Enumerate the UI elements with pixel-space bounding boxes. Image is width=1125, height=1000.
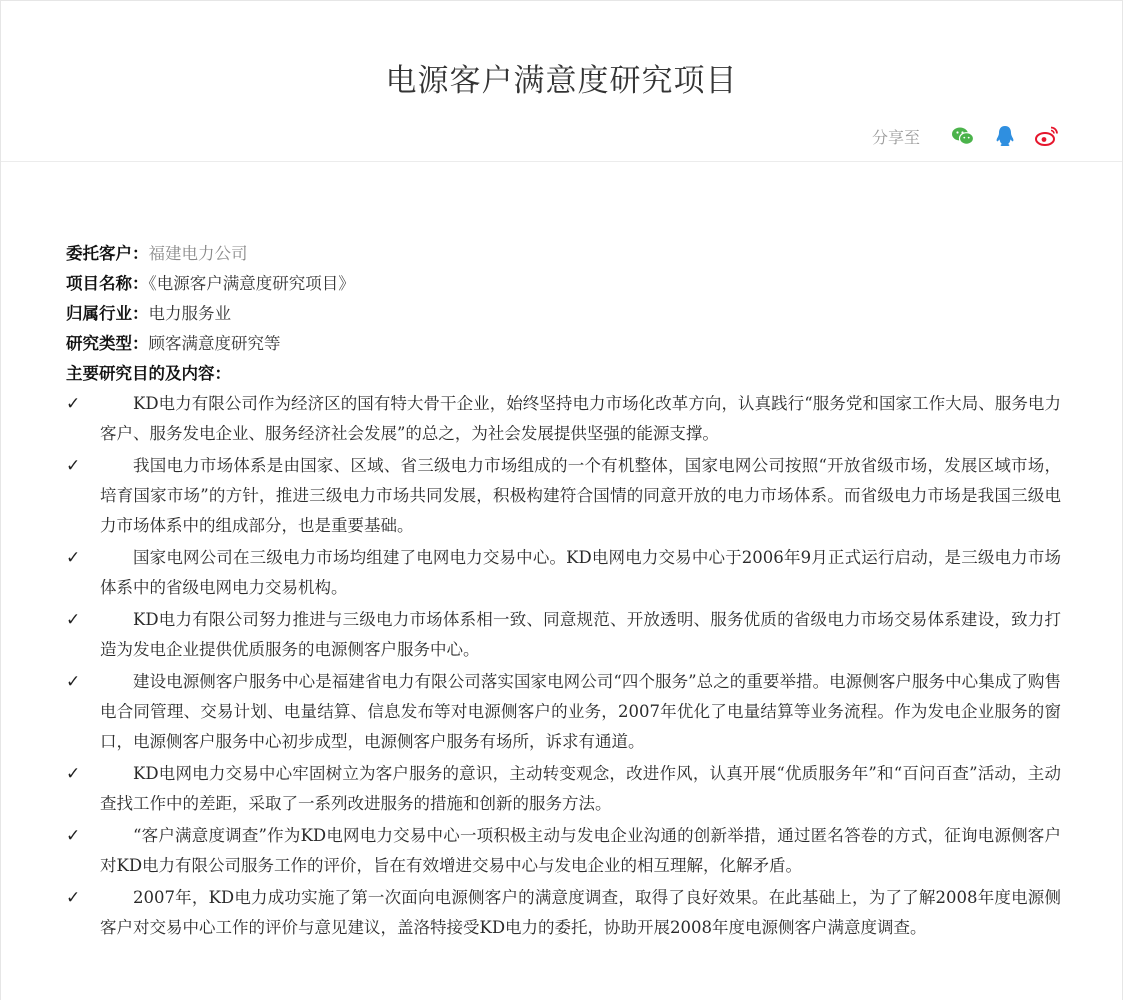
research-type-value: 顾客满意度研究等 xyxy=(148,334,281,353)
article-header xyxy=(1,1,1122,162)
list-item-text: 2007年，KD电力成功实施了第一次面向电源侧客户的满意度调查，取得了良好效果。在此基础上，为了了解2008年度电源侧客户对交易中心工作的评价与意见建议，盖洛特接受KD电力的委托，协助开展2008年度电源侧客户满意度调查。 xyxy=(100,888,1061,937)
list-item xyxy=(66,543,1061,603)
industry-value: 电力服务业 xyxy=(148,304,231,323)
page-title: 电源客户满意度研究项目 xyxy=(385,63,738,99)
check-icon: ✓ xyxy=(66,610,81,630)
share-bar xyxy=(872,123,1060,149)
list-item-text: KD电力有限公司努力推进与三级电力市场体系相一致、同意规范、开放透明、服务优质的省级电力市场交易体系建设，致力打造为发电企业提供优质服务的电源侧客户服务中心。 xyxy=(100,610,1061,659)
check-icon: ✓ xyxy=(66,826,81,846)
check-icon: ✓ xyxy=(66,394,81,414)
weibo-icon[interactable] xyxy=(1034,123,1060,149)
list-item-text: KD电网电力交易中心牢固树立为客户服务的意识，主动转变观念，改进作风，认真开展“优质服务年”和“百问百查”活动，主动查找工作中的差距，采取了一系列改进服务的措施和创新的服务方法。 xyxy=(100,764,1061,813)
check-icon: ✓ xyxy=(66,548,81,568)
client-value: 福建电力公司 xyxy=(148,244,248,263)
list-item xyxy=(66,883,1061,943)
list-item xyxy=(66,667,1061,757)
list-item-text: 建设电源侧客户服务中心是福建省电力有限公司落实国家电网公司“四个服务”总之的重要举措。电源侧客户服务中心集成了购售电合同管理、交易计划、电量结算、信息发布等对电源侧客户的业务，2007年优化了电量结算等业务流程。作为发电企业服务的窗口，电源侧客户服务中心初步成型，电源侧客户服务有场所，诉求有通道。 xyxy=(100,672,1061,751)
research-type-label: 研究类型： xyxy=(66,334,149,353)
section-heading: 主要研究目的及内容： xyxy=(66,364,231,383)
research-type-row xyxy=(66,329,1061,359)
client-row xyxy=(66,239,1061,269)
client-label: 委托客户： xyxy=(66,244,149,263)
check-icon: ✓ xyxy=(66,764,81,784)
list-item xyxy=(66,759,1061,819)
check-icon: ✓ xyxy=(66,888,81,908)
check-icon: ✓ xyxy=(66,456,81,476)
project-label: 项目名称： xyxy=(66,274,149,293)
list-item xyxy=(66,605,1061,665)
project-row xyxy=(66,269,1061,299)
check-icon: ✓ xyxy=(66,672,81,692)
list-item-text: 我国电力市场体系是由国家、区域、省三级电力市场组成的一个有机整体，国家电网公司按照“开放省级市场，发展区域市场，培育国家市场”的方针，推进三级电力市场共同发展，积极构建符合国情的同意开放的电力市场体系。而省级电力市场是我国三级电力市场体系中的组成部分，也是重要基础。 xyxy=(100,456,1061,535)
project-value: 《电源客户满意度研究项目》 xyxy=(148,274,355,293)
list-item-text: “客户满意度调查”作为KD电网电力交易中心一项积极主动与发电企业沟通的创新举措，通过匿名答卷的方式，征询电源侧客户对KD电力有限公司服务工作的评价，旨在有效增进交易中心与发电企业的相互理解，化解矛盾。 xyxy=(100,826,1061,875)
list-item xyxy=(66,821,1061,881)
list-item-text: 国家电网公司在三级电力市场均组建了电网电力交易中心。KD电网电力交易中心于2006年9月正式运行启动，是三级电力市场体系中的省级电网电力交易机构。 xyxy=(100,548,1061,597)
objectives-list xyxy=(66,389,1061,943)
list-item xyxy=(66,451,1061,541)
list-item-text: KD电力有限公司作为经济区的国有特大骨干企业，始终坚持电力市场化改革方向，认真践行“服务党和国家工作大局、服务电力客户、服务发电企业、服务经济社会发展”的总之，为社会发展提供坚强的能源支撑。 xyxy=(100,394,1061,443)
wechat-icon[interactable] xyxy=(950,123,976,149)
industry-label: 归属行业： xyxy=(66,304,149,323)
list-item xyxy=(66,389,1061,449)
share-label: 分享至 xyxy=(871,127,920,147)
qq-icon[interactable] xyxy=(992,123,1018,149)
article-body xyxy=(66,239,1061,945)
industry-row xyxy=(66,299,1061,329)
